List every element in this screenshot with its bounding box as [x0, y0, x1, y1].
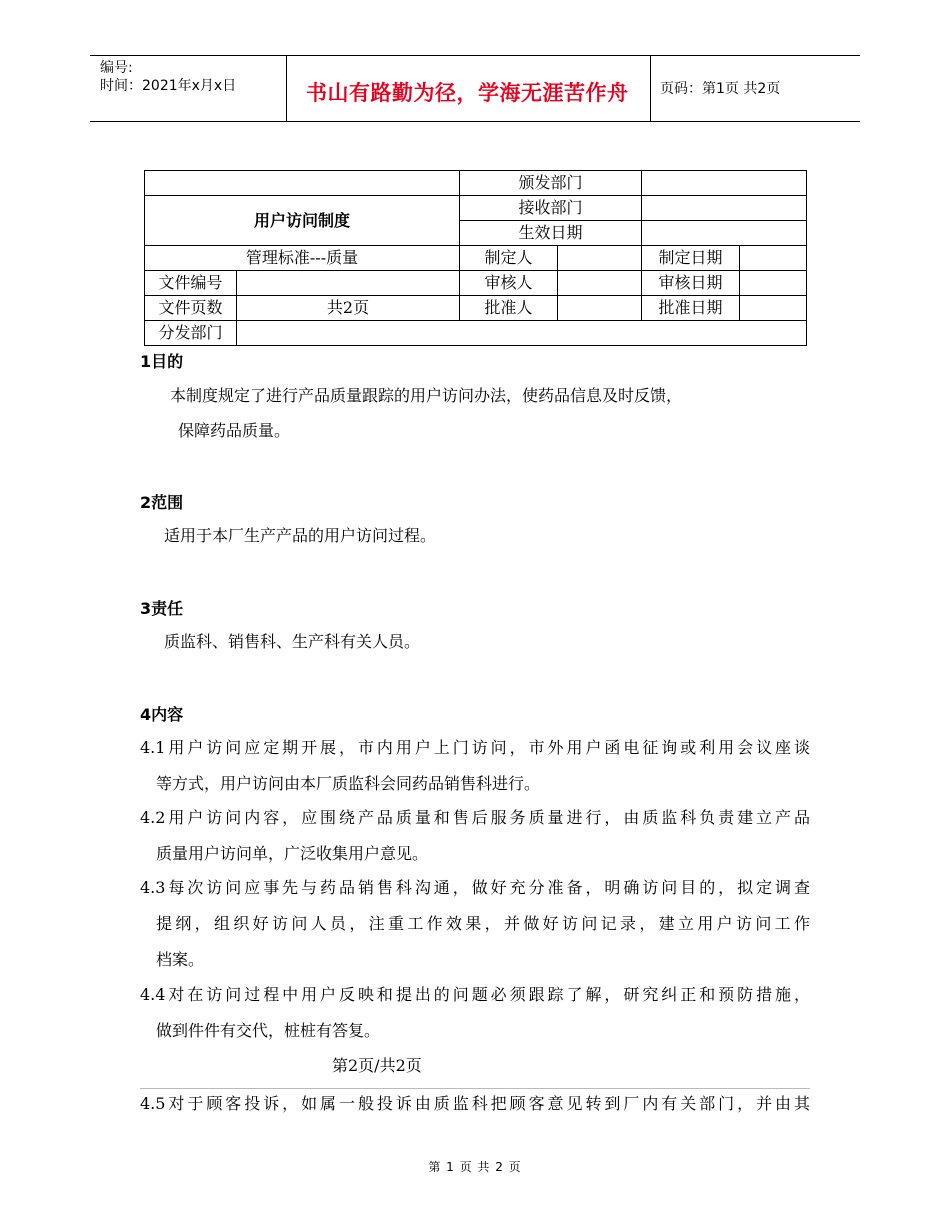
receive-dept-value [642, 196, 807, 221]
file-pages-label: 文件页数 [145, 296, 237, 321]
page-marker: 第2页/共2页 [332, 1056, 422, 1075]
item-4-4 [140, 977, 810, 1049]
distribution-value [237, 321, 807, 346]
item-4-1-line-1: 4.1用户访问应定期开展，市内用户上门访问，市外用户函电征询或利用会议座谈 [140, 738, 810, 757]
section-1-line-1: 本制度规定了进行产品质量跟踪的用户访问办法，使药品信息及时反馈， [170, 386, 683, 405]
header-number-label: 编号: [100, 60, 133, 76]
section-3-heading: 3责任 [140, 599, 184, 618]
item-4-2-line-1: 4.2用户访问内容，应围绕产品质量和售后服务质量进行，由质监科负责建立产品 [140, 808, 810, 827]
approve-date-label: 批准日期 [642, 296, 740, 321]
approve-date-value [740, 296, 807, 321]
management-standard: 管理标准---质量 [145, 246, 460, 271]
page-footer: 第 1 页 共 2 页 [428, 1160, 522, 1174]
item-4-2-line-2: 质量用户访问单，广泛收集用户意见。 [156, 844, 429, 863]
item-4-4-line-1: 4.4对在访问过程中用户反映和提出的问题必须跟踪了解，研究纠正和预防措施， [140, 985, 810, 1004]
item-4-5-line-1: 4.5对于顾客投诉，如属一般投诉由质监科把顾客意见转到厂内有关部门，并由其 [140, 1094, 810, 1113]
reviewer-label: 审核人 [460, 271, 558, 296]
header-divider-right [650, 55, 651, 122]
issue-dept-label: 颁发部门 [460, 171, 642, 196]
effective-date-label: 生效日期 [460, 221, 642, 246]
header-motto: 书山有路勤为径，学海无涯苦作舟 [306, 81, 629, 105]
maker-value [558, 246, 642, 271]
effective-date-value [642, 221, 807, 246]
header-divider-left [286, 55, 287, 122]
section-3-line-1: 质监科、销售科、生产科有关人员。 [164, 632, 421, 651]
item-4-5 [140, 1086, 810, 1122]
file-number-value [237, 271, 460, 296]
item-4-1 [140, 730, 810, 802]
item-4-3-line-2: 提纲，组织好访问人员，注重工作效果，并做好访问记录，建立用户访问工作 [156, 914, 810, 933]
section-1-heading: 1目的 [140, 352, 184, 371]
section-2-line-1: 适用于本厂生产产品的用户访问过程。 [164, 526, 437, 545]
approver-label: 批准人 [460, 296, 558, 321]
section-4-heading: 4内容 [140, 705, 184, 724]
header-top-rule [90, 55, 860, 56]
file-number-label: 文件编号 [145, 271, 237, 296]
file-pages-value: 共2页 [237, 296, 460, 321]
reviewer-value [558, 271, 642, 296]
maker-label: 制定人 [460, 246, 558, 271]
make-date-label: 制定日期 [642, 246, 740, 271]
item-4-1-line-2: 等方式，用户访问由本厂质监科会同药品销售科进行。 [156, 774, 541, 793]
header-page-label: 页码：第1页 共2页 [660, 81, 781, 97]
review-date-value [740, 271, 807, 296]
blank-cell [145, 171, 460, 196]
distribution-label: 分发部门 [145, 321, 237, 346]
item-4-3 [140, 870, 810, 978]
document-info-table [144, 170, 807, 346]
document-title: 用户访问制度 [145, 196, 460, 246]
header-bottom-rule [90, 121, 860, 122]
header-time-label: 时间：2021年x月x日 [100, 78, 237, 94]
item-4-2 [140, 800, 810, 872]
item-4-4-line-2: 做到件件有交代，桩桩有答复。 [156, 1021, 381, 1040]
make-date-value [740, 246, 807, 271]
item-4-3-line-3: 档案。 [156, 950, 205, 969]
section-1-line-2: 保障药品质量。 [178, 421, 291, 440]
section-2-heading: 2范围 [140, 493, 184, 512]
receive-dept-label: 接收部门 [460, 196, 642, 221]
approver-value [558, 296, 642, 321]
issue-dept-value [642, 171, 807, 196]
review-date-label: 审核日期 [642, 271, 740, 296]
item-4-3-line-1: 4.3每次访问应事先与药品销售科沟通，做好充分准备，明确访问目的，拟定调查 [140, 878, 810, 897]
